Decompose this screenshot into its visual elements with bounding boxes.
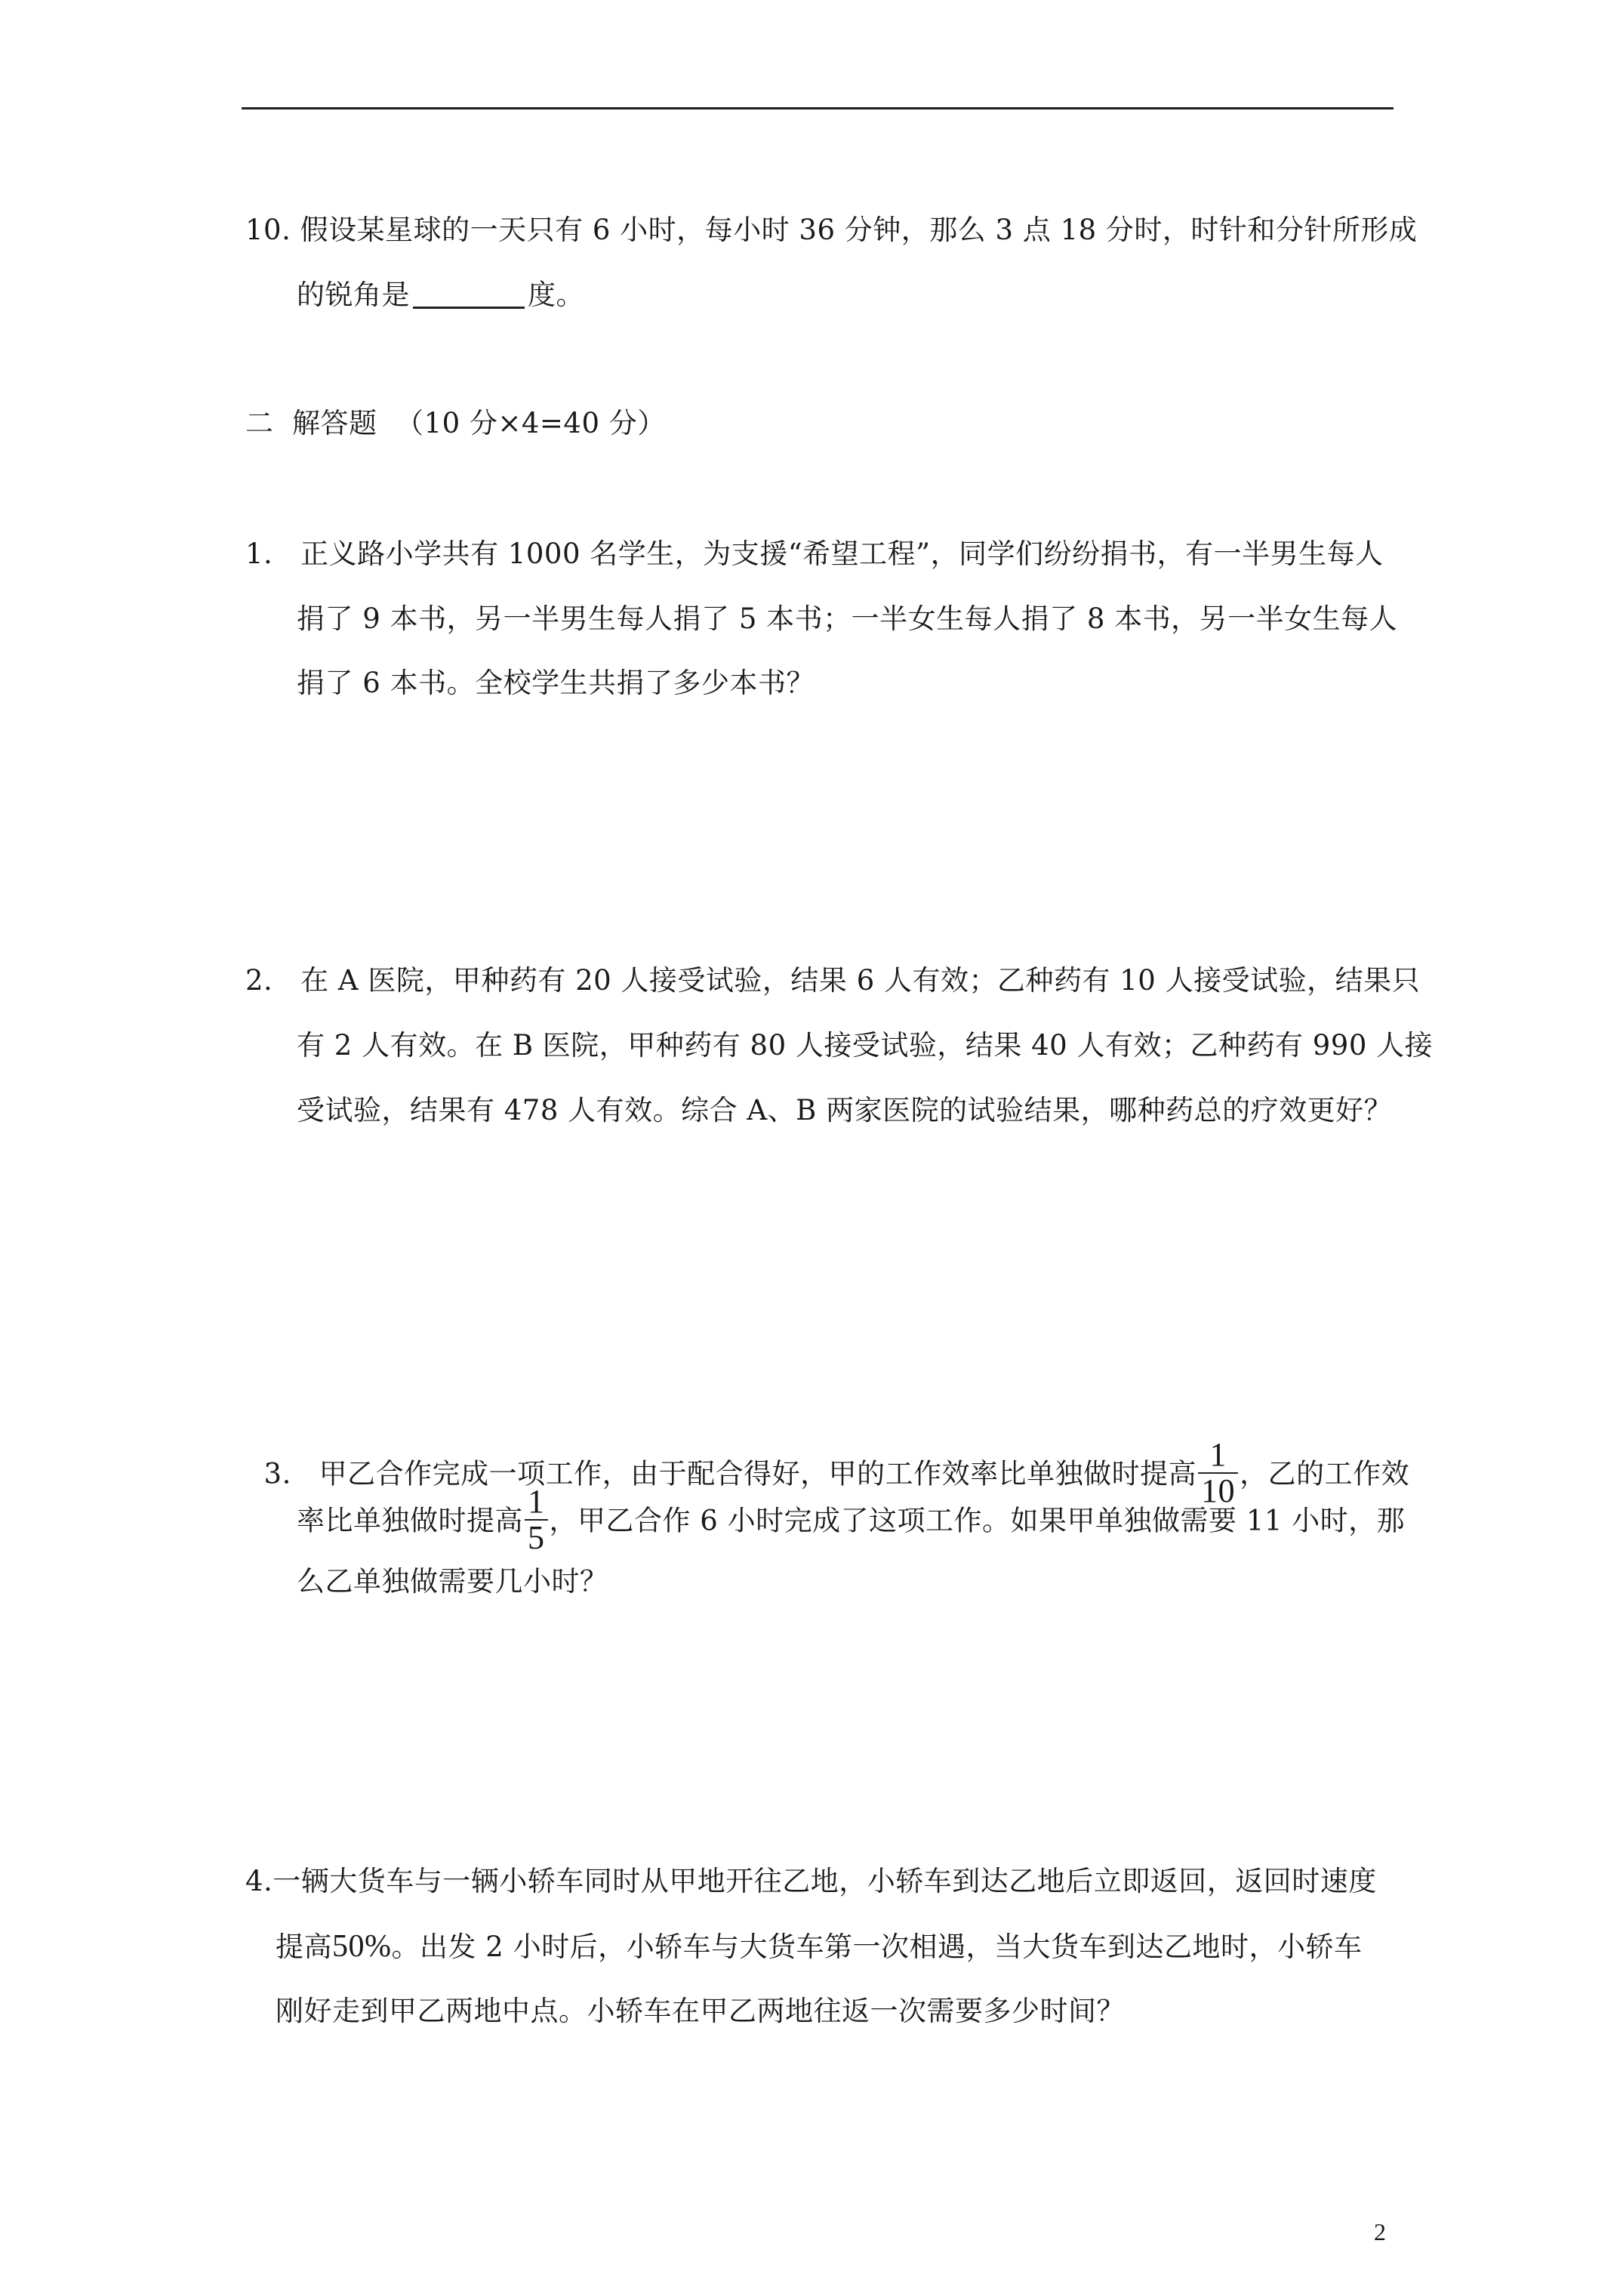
- fraction-numerator: 1: [1198, 1438, 1238, 1474]
- problem3-line3: 么乙单独做需要几小时？: [297, 1565, 608, 1598]
- problem4-line2: [276, 1928, 1363, 1965]
- q10-line1: 10. 假设某星球的一天只有 6 小时，每小时 36 分钟，那么 3 点 18 分时，时针和分针所形成: [245, 214, 1418, 246]
- header-rule: [242, 107, 1394, 109]
- problem4-line2-text-b: 。出发 2 小时后，小轿车与大货车第一次相遇，当大货车到达乙地时，小轿车: [391, 1931, 1363, 1963]
- problem1-line1: 1. 正义路小学共有 1000 名学生，为支援“希望工程”，同学们纷纷捐书，有一半男生每人: [245, 538, 1384, 570]
- problem3-line2-text-a: 率比单独做时提高: [297, 1504, 523, 1537]
- problem2-line1: 2. 在 A 医院，甲种药有 20 人接受试验，结果 6 人有效；乙种药有 10 人接受试验，结果只: [245, 964, 1421, 997]
- fraction-one-fifth: [525, 1484, 548, 1555]
- fraction-denominator: 5: [528, 1519, 545, 1556]
- problem4-line2-text-a: 提高: [276, 1931, 332, 1963]
- problem2-line3: 受试验，结果有 478 人有效。综合 A、B 两家医院的试验结果，哪种药总的疗效更好？: [297, 1094, 1393, 1126]
- problem1-line3: 捐了 6 本书。全校学生共捐了多少本书？: [297, 667, 815, 699]
- q10-line2-suffix: 度。: [528, 279, 584, 311]
- q10-line2: [297, 277, 584, 313]
- q10-line2-prefix: 的锐角是: [297, 279, 410, 311]
- problem4-line3: 刚好走到甲乙两地中点。小轿车在甲乙两地往返一次需要多少时间？: [276, 1995, 1125, 2027]
- page-number: 2: [1374, 2218, 1386, 2245]
- problem3-line2: [297, 1483, 1406, 1558]
- problem1-line2: 捐了 9 本书，另一半男生每人捐了 5 本书；一半女生每人捐了 8 本书，另一半女生每人: [297, 603, 1398, 635]
- section-heading: 二 解答题 （10 分×4=40 分）: [245, 407, 666, 439]
- problem4-line1: 4.一辆大货车与一辆小轿车同时从甲地开往乙地，小轿车到达乙地后立即返回，返回时速度: [245, 1865, 1377, 1897]
- problem2-line2: 有 2 人有效。在 B 医院，甲种药有 80 人接受试验，结果 40 人有效；乙种药有 990 人接: [297, 1029, 1434, 1062]
- percent-value: 50%: [332, 1929, 392, 1964]
- problem3-line2-text-b: ，甲乙合作 6 小时完成了这项工作。如果甲单独做需要 11 小时，那: [549, 1504, 1406, 1537]
- fraction-denominator: 10: [1201, 1472, 1236, 1509]
- answer-blank: [413, 279, 525, 309]
- problem3-line1-text-a: 3. 甲乙合作完成一项工作，由于配合得好，甲的工作效率比单独做时提高: [263, 1457, 1197, 1490]
- fraction-numerator: 1: [525, 1484, 548, 1521]
- problem3-line1-text-b: ，乙的工作效: [1240, 1457, 1410, 1490]
